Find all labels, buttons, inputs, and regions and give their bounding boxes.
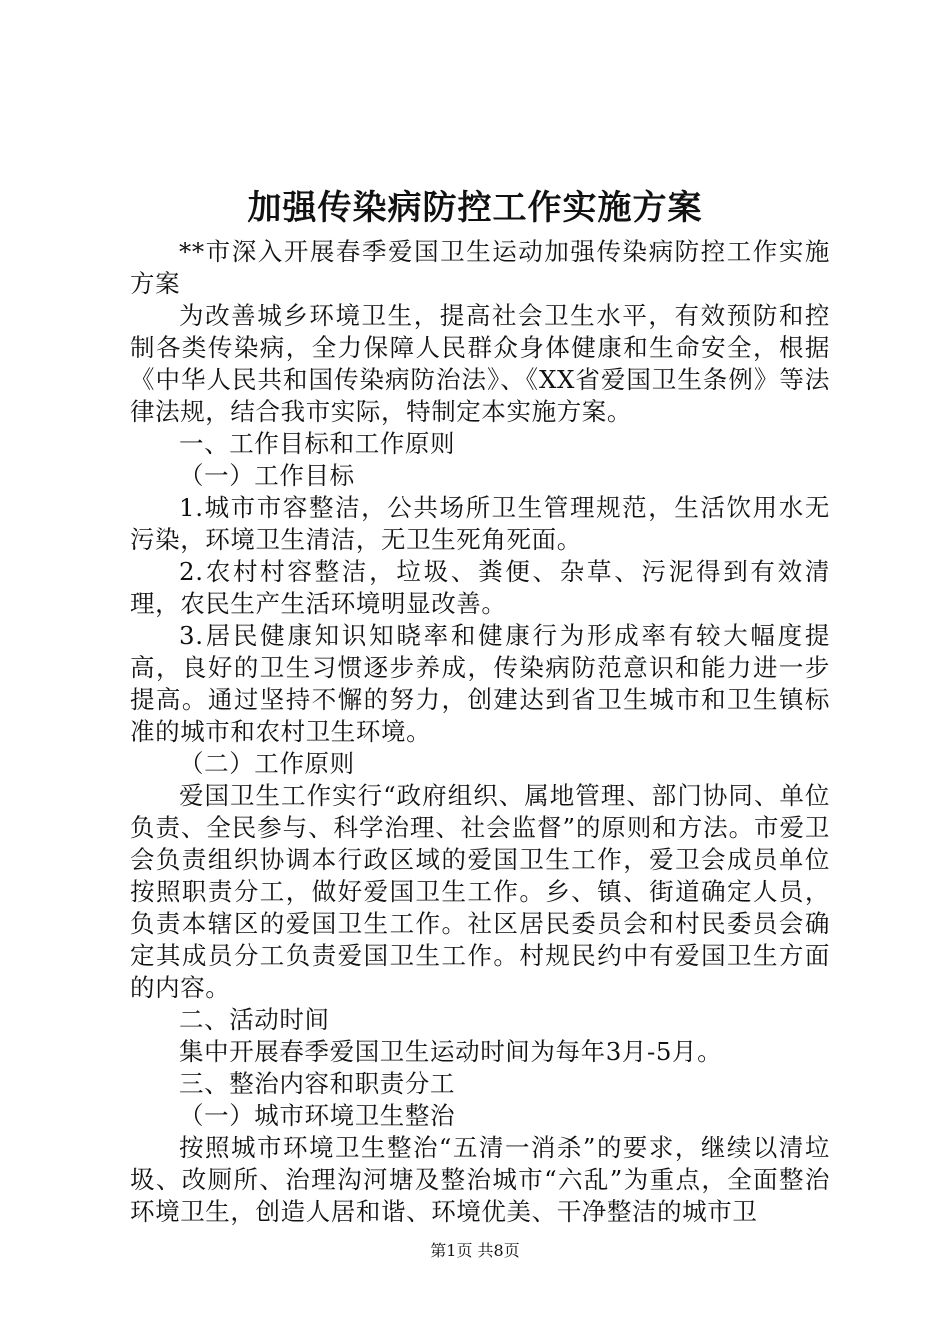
paragraph-goal-2: 2.农村村容整洁，垃圾、粪便、杂草、污泥得到有效清理，农民生产生活环境明显改善。 <box>130 557 830 618</box>
document-body <box>130 236 830 1228</box>
paragraph-goal-1: 1.城市市容整洁，公共场所卫生管理规范，生活饮用水无污染，环境卫生清洁，无卫生死角死面。 <box>130 493 830 554</box>
page-footer: 第1页 共8页 <box>430 1241 520 1260</box>
paragraph-principles: 爱国卫生工作实行“政府组织、属地管理、部门协同、单位负责、全民参与、科学治理、社会监督”的原则和方法。市爱卫会负责组织协调本行政区域的爱国卫生工作，爱卫会成员单位按照职责分工，做好爱国卫生工作。乡、镇、街道确定人员，负责本辖区的爱国卫生工作。社区居民委员会和村民委员会确定其成员分工负责爱国卫生工作。村规民约中有爱国卫生方面的内容。 <box>130 781 830 1002</box>
paragraph-subtitle: **市深入开展春季爱国卫生运动加强传染病防控工作实施方案 <box>130 237 830 298</box>
section-heading-2: 二、活动时间 <box>179 1005 330 1034</box>
subsection-heading-3-1: （一）城市环境卫生整治 <box>179 1101 456 1130</box>
section-heading-1: 一、工作目标和工作原则 <box>179 429 456 458</box>
paragraph-city-cleanup: 按照城市环境卫生整治“五清一消杀”的要求，继续以清垃圾、改厕所、治理沟河塘及整治城市“六乱”为重点，全面整治环境卫生，创造人居和谐、环境优美、干净整洁的城市卫 <box>130 1133 830 1226</box>
document-title: 加强传染病防控工作实施方案 <box>247 188 703 228</box>
subsection-heading-1-2: （二）工作原则 <box>179 749 355 778</box>
paragraph-goal-3: 3.居民健康知识知晓率和健康行为形成率有较大幅度提高，良好的卫生习惯逐步养成，传染病防范意识和能力进一步提高。通过坚持不懈的努力，创建达到省卫生城市和卫生镇标准的城市和农村卫生环境。 <box>130 621 830 746</box>
paragraph-intro: 为改善城乡环境卫生，提高社会卫生水平，有效预防和控制各类传染病，全力保障人民群众身体健康和生命安全，根据《中华人民共和国传染病防治法》、《XX省爱国卫生条例》等法律法规，结合我市实际，特制定本实施方案。 <box>130 301 830 426</box>
paragraph-time: 集中开展春季爱国卫生运动时间为每年3月-5月。 <box>179 1037 723 1066</box>
subsection-heading-1-1: （一）工作目标 <box>179 461 355 490</box>
section-heading-3: 三、整治内容和职责分工 <box>179 1069 456 1098</box>
